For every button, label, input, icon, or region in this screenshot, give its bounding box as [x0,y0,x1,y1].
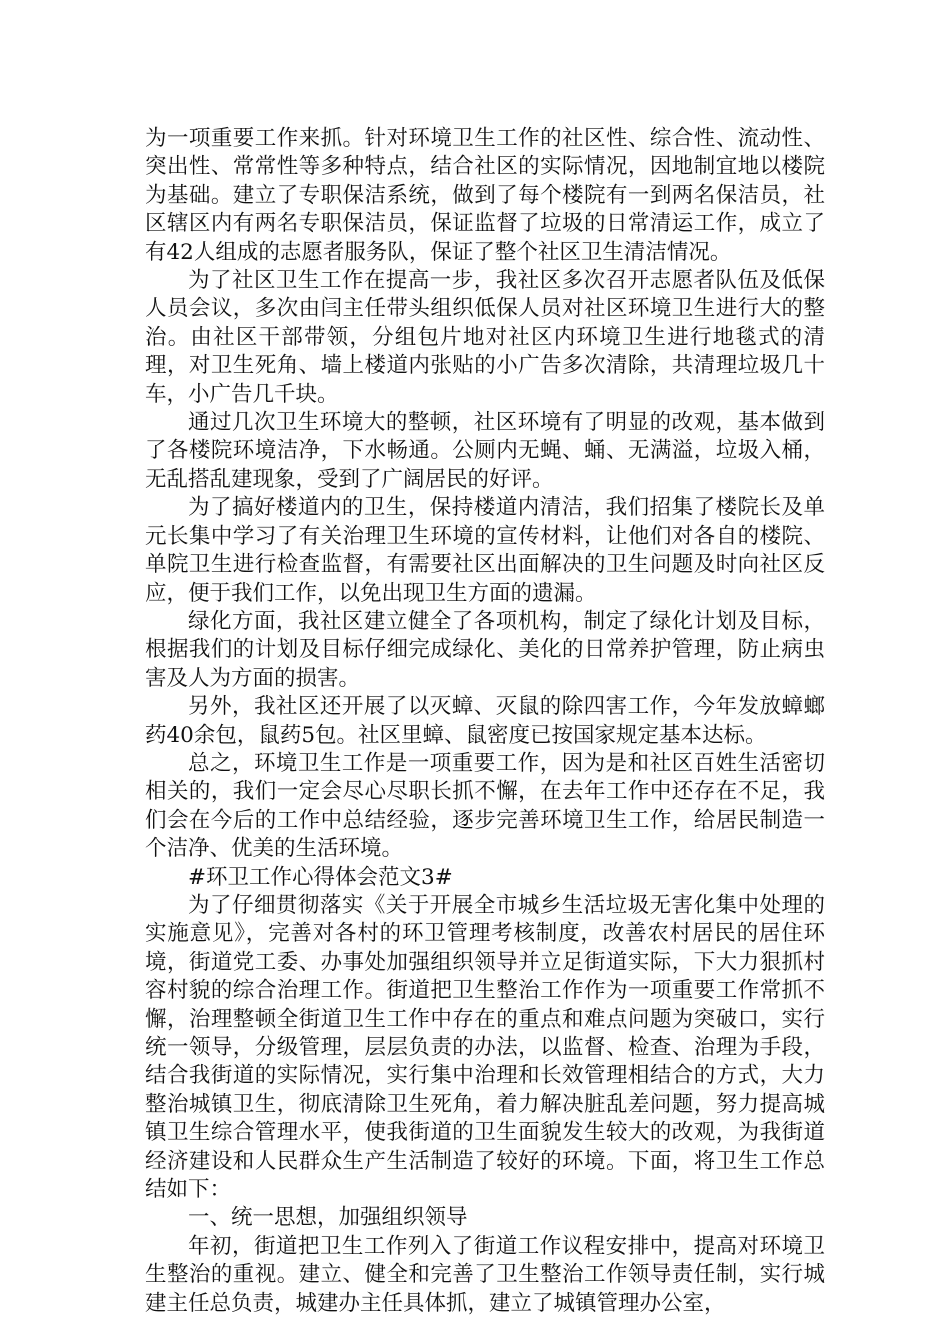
paragraph-7: 总之，环境卫生工作是一项重要工作，因为是和社区百姓生活密切相关的，我们一定会尽心尽职长抓不懈，在去年工作中还存在不足，我们会在今后的工作中总结经验，逐步完善环境卫生工作，给居民制造一个洁净、优美的生活环境。 [145,750,825,862]
paragraph-3: 通过几次卫生环境大的整顿，社区环境有了明显的改观，基本做到了各楼院环境洁净，下水畅通。公厕内无蝇、蛹、无满溢，垃圾入桶，无乱搭乱建现象，受到了广阔居民的好评。 [145,410,825,492]
paragraph-9: 年初，街道把卫生工作列入了街道工作议程安排中，提高对环境卫生整治的重视。建立、健全和完善了卫生整治工作领导责任制，实行城建主任总负责，城建办主任具体抓，建立了城镇管理办公室， [145,1233,825,1316]
section-heading: #环卫工作心得体会范文3# [188,864,453,890]
paragraph-4: 为了搞好楼道内的卫生，保持楼道内清洁，我们招集了楼院长及单元长集中学习了有关治理卫生环境的宣传材料，让他们对各自的楼院、单院卫生进行检查监督，有需要社区出面解决的卫生问题及时向社区反应，便于我们工作，以免出现卫生方面的遗漏。 [145,495,825,606]
paragraph-8: 为了仔细贯彻落实《关于开展全市城乡生活垃圾无害化集中处理的实施意见》，完善对各村的环卫管理考核制度，改善农村居民的居住环境，街道党工委、办事处加强组织领导并立足街道实际，下大力狠抓村容村貌的综合治理工作。街道把卫生整治工作作为一项重要工作常抓不懈，治理整顿全街道卫生工作中存在的重点和难点问题为突破口，实行统一领导，分级管理，层层负责的办法，以监督、检查、治理为手段，结合我街道的实际情况，实行集中治理和长效管理相结合的方式，大力整治城镇卫生，彻底清除卫生死角，着力解决脏乱差问题，努力提高城镇卫生综合管理水平，使我街道的卫生面貌发生较大的改观，为我街道经济建设和人民群众生产生活制造了较好的环境。下面，将卫生工作总结如下： [145,892,825,1203]
paragraph-5: 绿化方面，我社区建立健全了各项机构，制定了绿化计划及目标，根据我们的计划及目标仔细完成绿化、美化的日常养护管理，防止病虫害及人为方面的损害。 [145,608,825,691]
paragraph-6: 另外，我社区还开展了以灭蟑、灭鼠的除四害工作，今年发放蟑螂药40余包，鼠药5包。社区里蟑、鼠密度已按国家规定基本达标。 [145,694,825,748]
subsection-heading: 一、统一思想，加强组织领导 [188,1205,468,1231]
document-body [145,125,825,1318]
paragraph-1: 为一项重要工作来抓。针对环境卫生工作的社区性、综合性、流动性、突出性、常常性等多种特点，结合社区的实际情况，因地制宜地以楼院为基础。建立了专职保洁系统，做到了每个楼院有一到两名保洁员，社区辖区内有两名专职保洁员，保证监督了垃圾的日常清运工作，成立了有42人组成的志愿者服务队，保证了整个社区卫生清洁情况。 [145,126,825,265]
paragraph-2: 为了社区卫生工作在提高一步，我社区多次召开志愿者队伍及低保人员会议，多次由闫主任带头组织低保人员对社区环境卫生进行大的整治。由社区干部带领，分组包片地对社区内环境卫生进行地毯式的清理，对卫生死角、墙上楼道内张贴的小广告多次清除，共清理垃圾几十车，小广告几千块。 [145,268,825,407]
